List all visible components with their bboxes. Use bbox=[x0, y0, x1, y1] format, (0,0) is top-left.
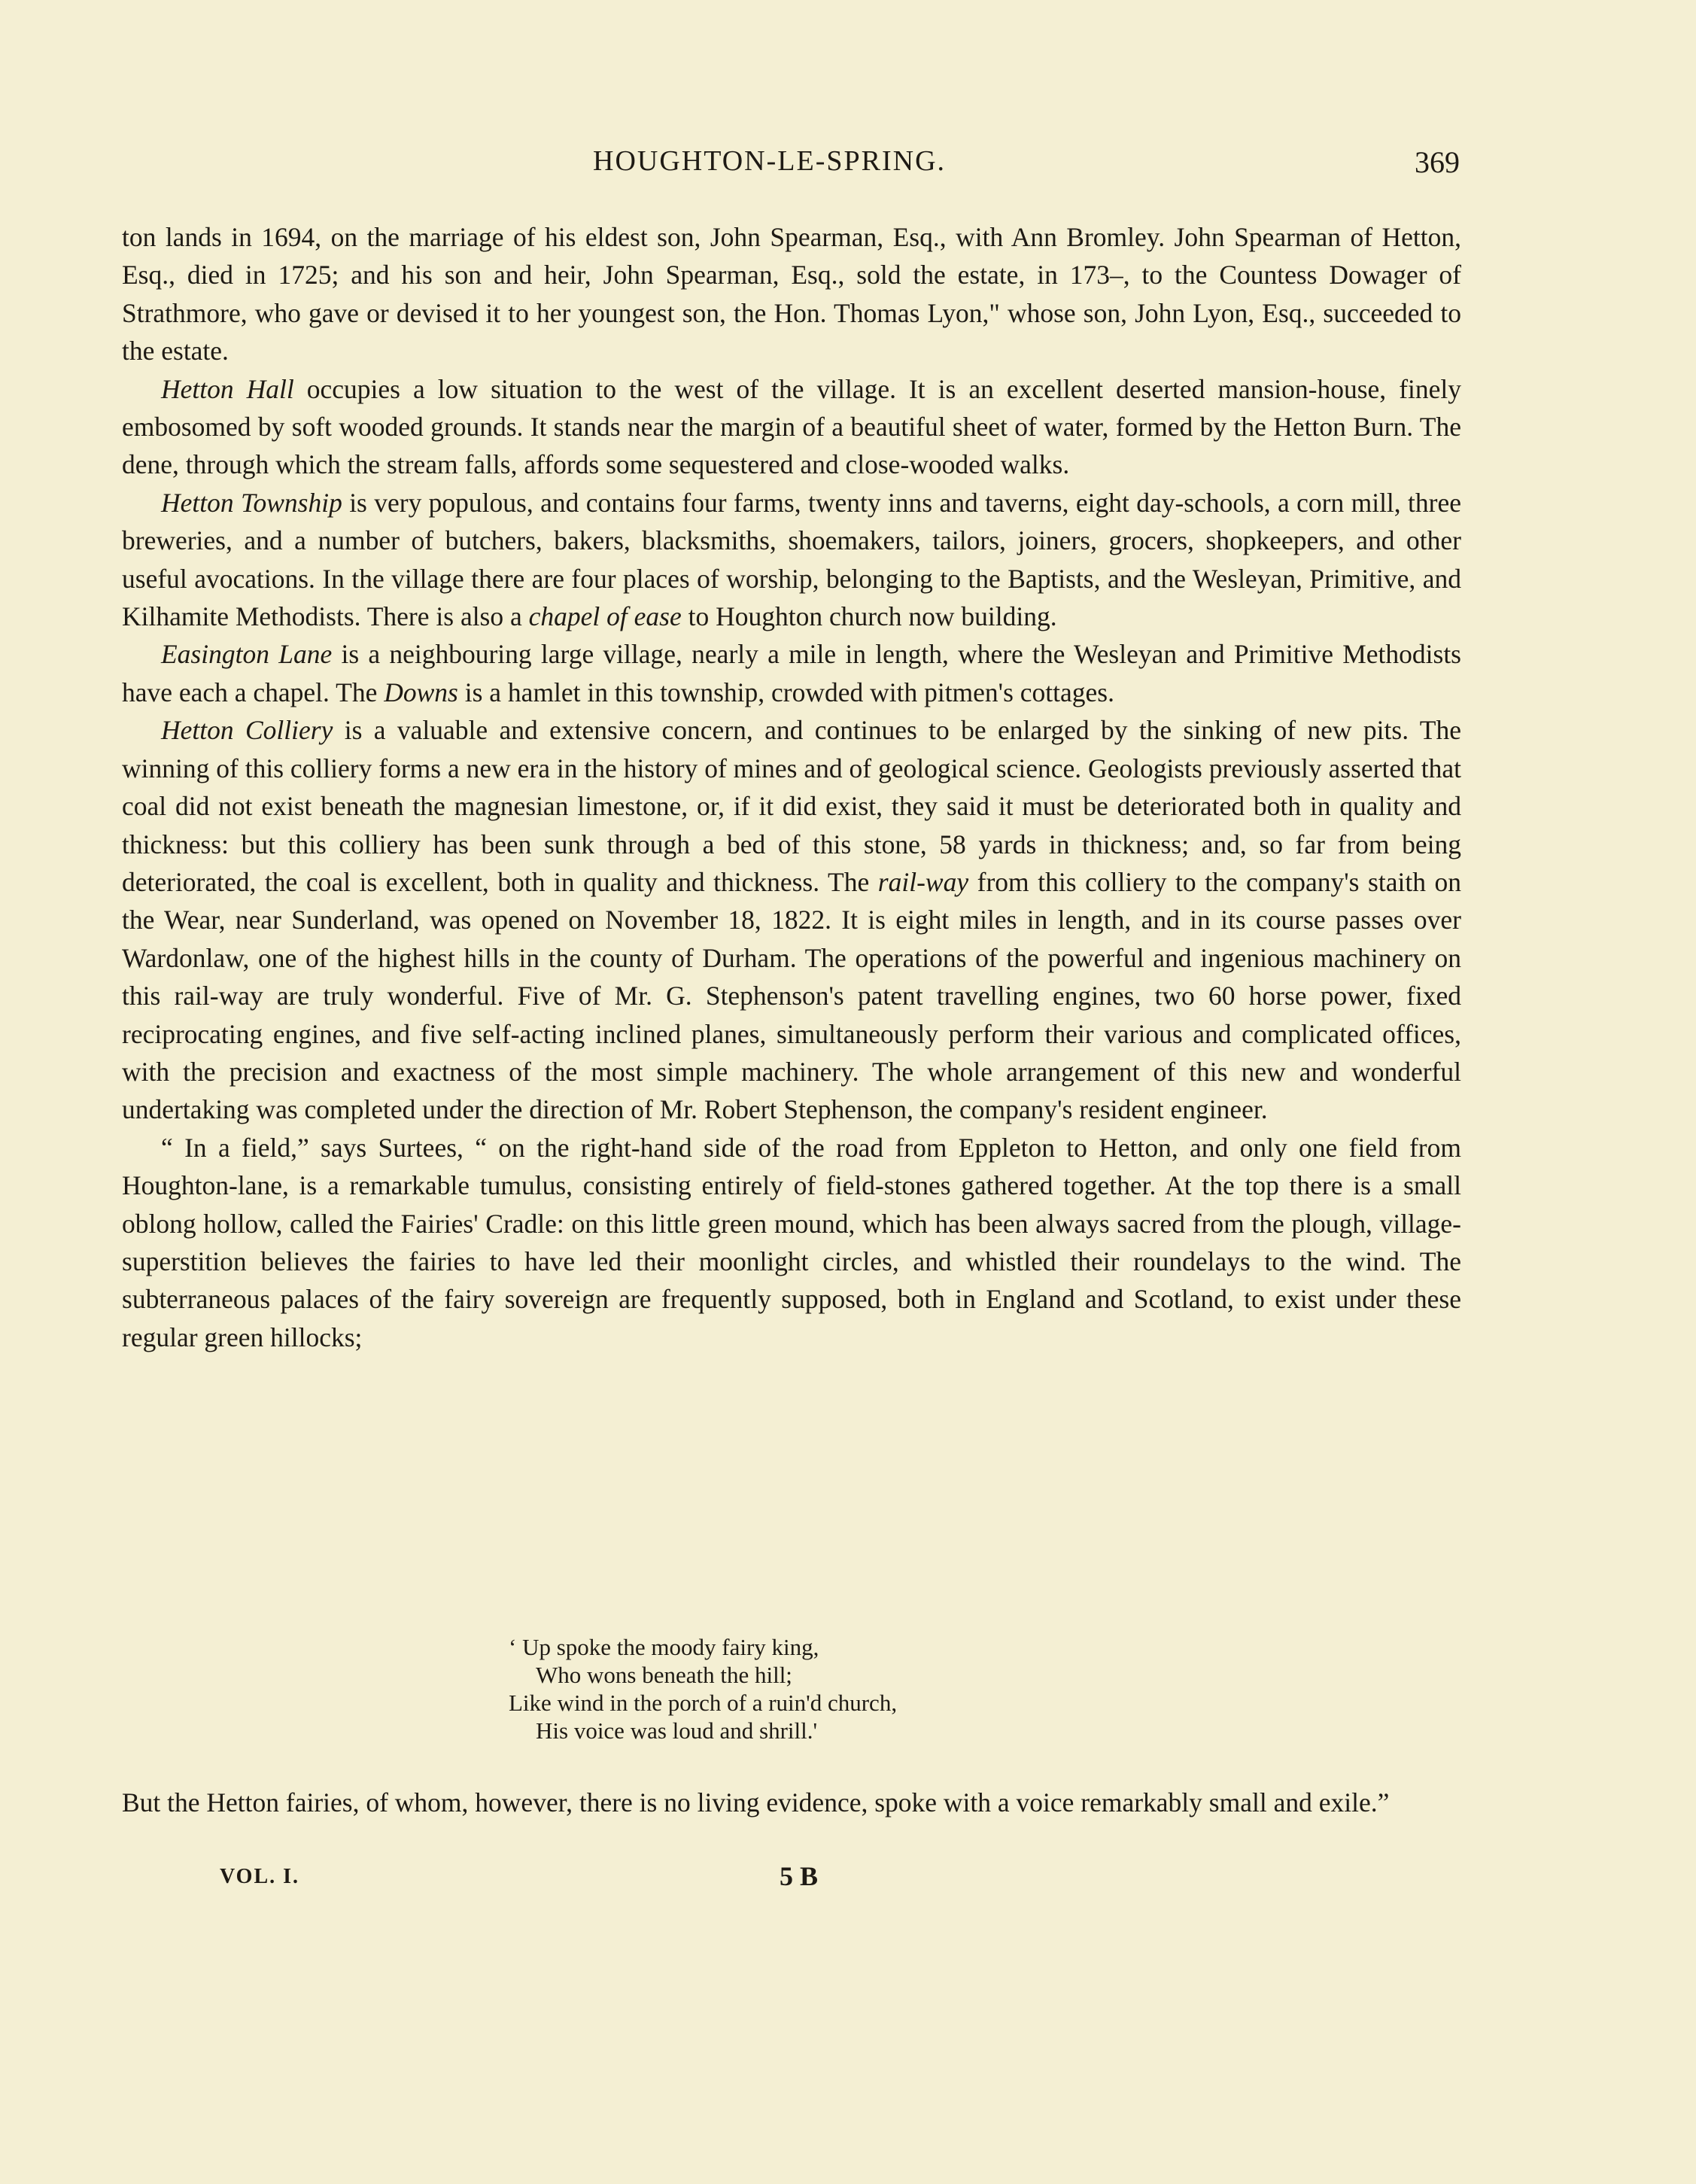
paragraph-hetton-colliery-text-b: from this colliery to the company's staith on the Wear, near Sunderland, was opened on November 18, 1822. It is eight miles in length, and in its course passes over Wardonlaw, one of the highest hills in the county of Durham. The operations of the powerful and ingenious machinery on this rail-way are truly wonderful. Five of Mr. G. Stephenson's patent travelling engines, two 60 horse power, fixed reciprocating engines, and five self-acting inclined planes, simultaneously perform their various and complicated offices, with the precision and exactness of the most simple machinery. The whole arrangement of this new and wonderful undertaking was completed under the direction of Mr. Robert Stephenson, the company's resident engineer. bbox=[122, 866, 1462, 1125]
heading-hetton-hall: Hetton Hall bbox=[161, 373, 294, 404]
paragraph-hetton-hall-text: occupies a low situation to the west of the village. It is an excellent deserted mansion-house, finely embosomed by soft wooded grounds. It stands near the margin of a beautiful sheet of water, formed by the Hetton Burn. The dene, through which the stream falls, affords some sequestered and close-wooded walks. bbox=[122, 373, 1462, 480]
paragraph-easington-lane bbox=[122, 635, 1461, 711]
verse-line-1: ‘ Up spoke the moody fairy king, bbox=[509, 1634, 819, 1660]
running-title: HOUGHTON-LE-SPRING. bbox=[593, 145, 947, 177]
paragraph-1-text: ton lands in 1694, on the marriage of his eldest son, John Spearman, Esq., with Ann Bromley. John Spearman of Hetton, Esq., died in 1725; and his son and heir, John Spearman, Esq., sold the estate, in 173–, to the Countess Dowager of Strathmore, who gave or devised it to her youngest son, the Hon. Thomas Lyon," whose son, John Lyon, Esq., succeeded to the estate. bbox=[122, 222, 1461, 367]
signature-mark: 5 B bbox=[780, 1861, 819, 1891]
heading-hetton-township: Hetton Township bbox=[161, 487, 342, 518]
heading-easington-lane: Easington Lane bbox=[161, 639, 333, 670]
heading-hetton-colliery: Hetton Colliery bbox=[161, 715, 333, 746]
paragraph-hetton-township-text-a: is very populous, and contains four farms, twenty inns and taverns, eight day-schools, a corn mill, three breweries, and a number of butchers, bakers, blacksmiths, shoemakers, tailors, joiners, grocers, shopkeepers, and other useful avocations. In the village there are four places of worship, belonging to the Baptists, and the Wesleyan, Primitive, and Kilhamite Methodists. There is also a bbox=[122, 487, 1461, 632]
verse-line-4: His voice was loud and shrill.' bbox=[536, 1717, 818, 1744]
page-number: 369 bbox=[1415, 145, 1460, 179]
paragraph-surtees-quote-text: “ In a field,” says Surtees, “ on the right-hand side of the road from Eppleton to Hetton, and only one field from Houghton-lane, is a remarkable tumulus, consisting entirely of field-stones gathered together. At the top there is a small oblong hollow, called the Fairies' Cradle: on this little green mound, which has been always sacred from the plough, village-superstition believes the fairies to have led their moonlight circles, and whistled their roundelays to the wind. The subterraneous palaces of the fairy sovereign are frequently supposed, both in England and Scotland, to exist under these regular green hillocks; bbox=[122, 1132, 1461, 1352]
paragraph-hetton-township bbox=[122, 484, 1461, 636]
italic-downs: Downs bbox=[384, 677, 458, 707]
running-head bbox=[0, 144, 1696, 190]
closing-paragraph bbox=[122, 1784, 1461, 1821]
verse-line-3: Like wind in the porch of a ruin'd church, bbox=[509, 1690, 898, 1716]
paragraph-hetton-colliery bbox=[122, 711, 1461, 1128]
paragraph-1 bbox=[122, 218, 1461, 370]
paragraph-easington-lane-text-b: is a hamlet in this township, crowded with pitmen's cottages. bbox=[457, 677, 1114, 707]
italic-rail-way: rail-way bbox=[877, 866, 969, 897]
verse-quotation bbox=[509, 1633, 1111, 1744]
paragraph-hetton-hall bbox=[122, 370, 1461, 484]
closing-paragraph-text: But the Hetton fairies, of whom, however, there is no living evidence, spoke with a voice remarkably small and exile.” bbox=[122, 1787, 1390, 1817]
body-text bbox=[122, 218, 1461, 1356]
paragraph-surtees-quote bbox=[122, 1129, 1461, 1356]
paragraph-hetton-township-text-b: to Houghton church now building. bbox=[681, 601, 1057, 632]
volume-label: VOL. I. bbox=[220, 1865, 300, 1888]
italic-chapel-of-ease: chapel of ease bbox=[528, 601, 682, 632]
paragraph-hetton-colliery-text-a: is a valuable and extensive concern, and continues to be enlarged by the sinking of new pits. The winning of this colliery forms a new era in the history of mines and of geological science. Geologists previously asserted that coal did not exist beneath the magnesian limestone, or, if it did exist, they said it must be deteriorated both in quality and thickness: but this colliery has been sunk through a bed of this stone, 58 yards in thickness; and, so far from being deteriorated, the coal is excellent, both in quality and thickness. The bbox=[122, 715, 1461, 897]
paragraph-easington-lane-text-a: is a neighbouring large village, nearly a mile in length, where the Wesleyan and Primitive Methodists have each a chapel. The bbox=[122, 639, 1461, 707]
verse-line-2: Who wons beneath the hill; bbox=[536, 1662, 792, 1688]
